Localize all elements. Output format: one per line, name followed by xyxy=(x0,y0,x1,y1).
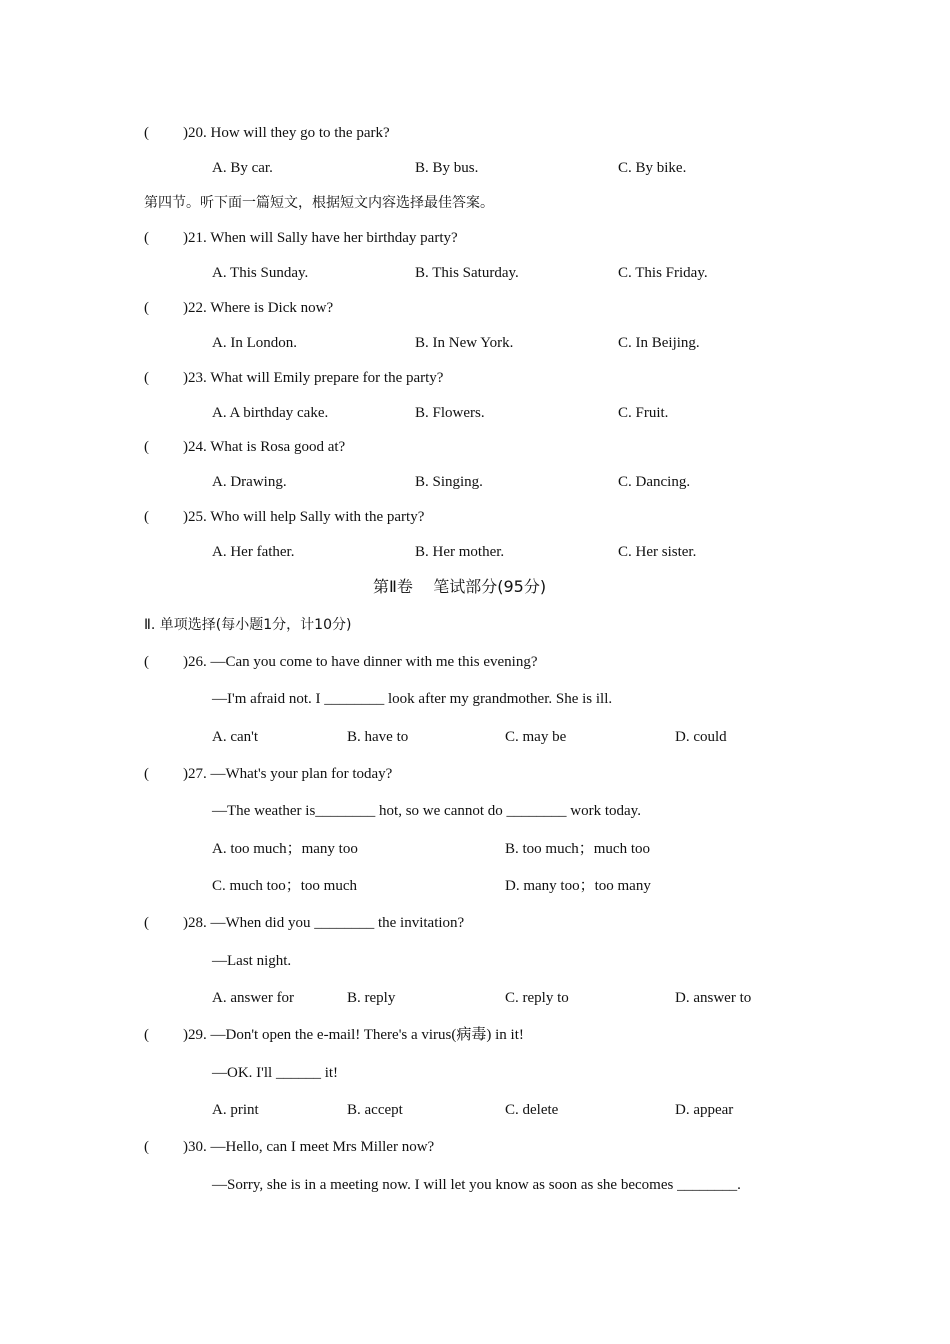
q27-stem: )27. —What's your plan for today? xyxy=(183,766,393,782)
q26-paren: ( xyxy=(144,654,149,670)
q23-option-c: C. Fruit. xyxy=(618,405,669,421)
q28-option-b: B. reply xyxy=(347,990,396,1006)
q23-option-b: B. Flowers. xyxy=(415,405,485,421)
q25-paren: ( xyxy=(144,509,149,525)
q28-paren: ( xyxy=(144,915,149,931)
q22-option-b: B. In New York. xyxy=(415,335,514,351)
q29-option-c: C. delete xyxy=(505,1102,559,1118)
q24-option-b: B. Singing. xyxy=(415,474,483,490)
q21-stem: )21. When will Sally have her birthday party? xyxy=(183,230,458,246)
q25-option-b: B. Her mother. xyxy=(415,544,505,560)
q25-stem: )25. Who will help Sally with the party? xyxy=(183,509,425,525)
q27-option-b: B. too much；much too xyxy=(505,841,650,857)
q26-option-c: C. may be xyxy=(505,729,567,745)
q25-option-a: A. Her father. xyxy=(212,544,295,560)
q23-paren: ( xyxy=(144,370,149,386)
q20-paren: ( xyxy=(144,125,149,141)
q29-stem: )29. —Don't open the e-mail! There's a virus(病毒) in it! xyxy=(183,1027,524,1043)
q24-option-c: C. Dancing. xyxy=(618,474,691,490)
q29-option-a: A. print xyxy=(212,1102,259,1118)
q21-option-b: B. This Saturday. xyxy=(415,265,519,281)
q24-paren: ( xyxy=(144,439,149,455)
section4-heading: 第四节。听下面一篇短文，根据短文内容选择最佳答案。 xyxy=(144,195,494,211)
q30-stem: )30. —Hello, can I meet Mrs Miller now? xyxy=(183,1139,435,1155)
q29-option-b: B. accept xyxy=(347,1102,403,1118)
q28-option-c: C. reply to xyxy=(505,990,569,1006)
q23-stem: )23. What will Emily prepare for the party? xyxy=(183,370,444,386)
q21-paren: ( xyxy=(144,230,149,246)
q30-line2: —Sorry, she is in a meeting now. I will let you know as soon as she becomes ________. xyxy=(212,1177,741,1193)
q27-option-a: A. too much；many too xyxy=(212,841,358,857)
q21-option-c: C. This Friday. xyxy=(618,265,708,281)
q27-line2: —The weather is________ hot, so we cannot do ________ work today. xyxy=(212,803,641,819)
q28-option-d: D. answer to xyxy=(675,990,752,1006)
q28-stem: )28. —When did you ________ the invitation? xyxy=(183,915,465,931)
q30-paren: ( xyxy=(144,1139,149,1155)
q26-option-d: D. could xyxy=(675,729,727,745)
q20-option-c: C. By bike. xyxy=(618,160,687,176)
q20-stem: )20. How will they go to the park? xyxy=(183,125,390,141)
q23-option-a: A. A birthday cake. xyxy=(212,405,329,421)
q22-paren: ( xyxy=(144,300,149,316)
q26-option-b: B. have to xyxy=(347,729,409,745)
section-ii-heading: Ⅱ. 单项选择(每小题1分，计10分) xyxy=(144,617,352,633)
q20-option-a: A. By car. xyxy=(212,160,273,176)
q20-option-b: B. By bus. xyxy=(415,160,479,176)
q27-option-c: C. much too；too much xyxy=(212,878,357,894)
q22-option-a: A. In London. xyxy=(212,335,297,351)
q22-stem: )22. Where is Dick now? xyxy=(183,300,334,316)
q24-stem: )24. What is Rosa good at? xyxy=(183,439,346,455)
q26-stem: )26. —Can you come to have dinner with me this evening? xyxy=(183,654,538,670)
q28-option-a: A. answer for xyxy=(212,990,295,1006)
q21-option-a: A. This Sunday. xyxy=(212,265,309,281)
part2-title: 第Ⅱ卷 笔试部分(95分) xyxy=(373,577,547,596)
q22-option-c: C. In Beijing. xyxy=(618,335,700,351)
q29-paren: ( xyxy=(144,1027,149,1043)
q27-option-d: D. many too；too many xyxy=(505,878,651,894)
q24-option-a: A. Drawing. xyxy=(212,474,287,490)
q29-option-d: D. appear xyxy=(675,1102,734,1118)
q28-line2: —Last night. xyxy=(212,953,292,969)
q25-option-c: C. Her sister. xyxy=(618,544,697,560)
q27-paren: ( xyxy=(144,766,149,782)
q29-line2: —OK. I'll ______ it! xyxy=(212,1065,339,1081)
q26-option-a: A. can't xyxy=(212,729,259,745)
q26-line2: —I'm afraid not. I ________ look after my grandmother. She is ill. xyxy=(212,691,613,707)
